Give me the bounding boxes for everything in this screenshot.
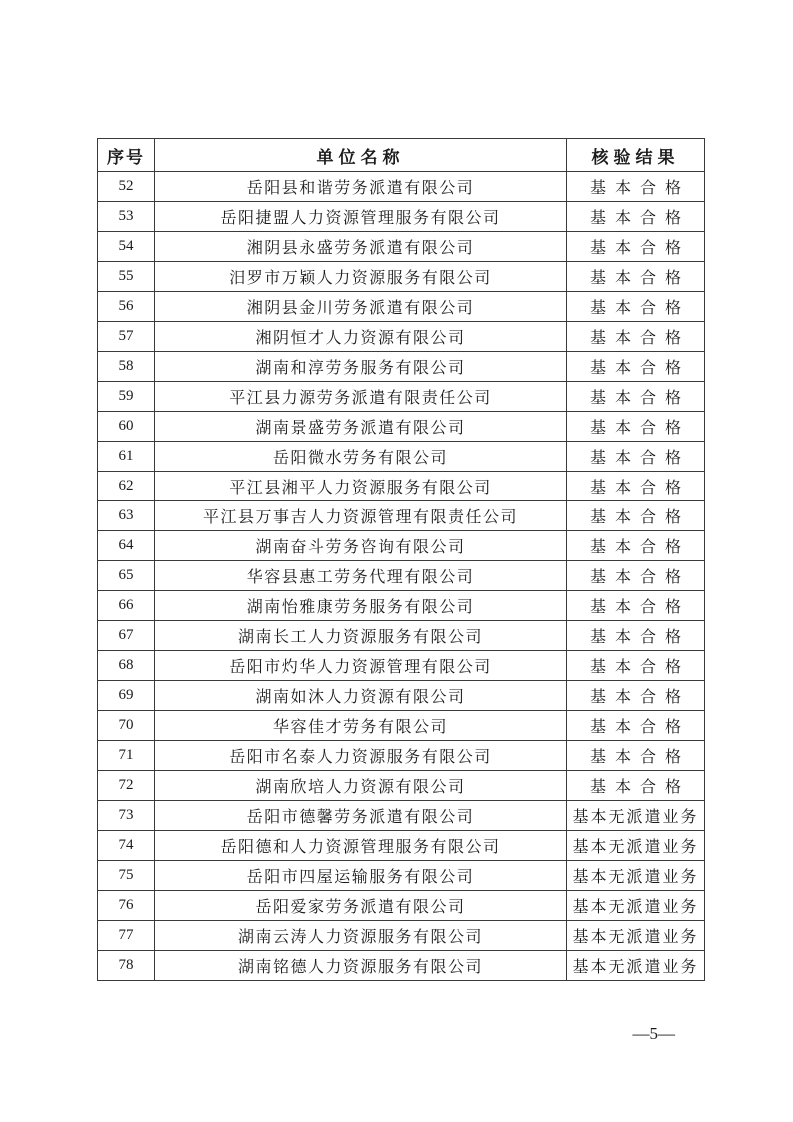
table-row bbox=[98, 591, 705, 621]
cell-index: 67 bbox=[98, 621, 155, 651]
table-row bbox=[98, 411, 705, 441]
cell-verification-result: 基本合格 bbox=[567, 741, 705, 771]
table-row bbox=[98, 711, 705, 741]
cell-company-name: 湘阴县金川劳务派遣有限公司 bbox=[155, 291, 567, 321]
table-row bbox=[98, 172, 705, 202]
table-row bbox=[98, 860, 705, 890]
cell-company-name: 岳阳捷盟人力资源管理服务有限公司 bbox=[155, 201, 567, 231]
table-row bbox=[98, 920, 705, 950]
cell-verification-result: 基本合格 bbox=[567, 591, 705, 621]
cell-verification-result: 基本无派遣业务 bbox=[567, 801, 705, 831]
cell-verification-result: 基本合格 bbox=[567, 711, 705, 741]
column-header-index: 序号 bbox=[98, 139, 155, 172]
cell-company-name: 华容县惠工劳务代理有限公司 bbox=[155, 561, 567, 591]
cell-index: 72 bbox=[98, 771, 155, 801]
cell-index: 58 bbox=[98, 351, 155, 381]
cell-index: 74 bbox=[98, 830, 155, 860]
cell-verification-result: 基本合格 bbox=[567, 531, 705, 561]
cell-verification-result: 基本合格 bbox=[567, 351, 705, 381]
cell-verification-result: 基本合格 bbox=[567, 411, 705, 441]
cell-company-name: 岳阳市四屋运输服务有限公司 bbox=[155, 860, 567, 890]
cell-index: 68 bbox=[98, 651, 155, 681]
cell-index: 63 bbox=[98, 501, 155, 531]
column-header-verification-result: 核验结果 bbox=[567, 139, 705, 172]
table-row bbox=[98, 501, 705, 531]
page-number: —5— bbox=[632, 1024, 675, 1043]
table-row bbox=[98, 741, 705, 771]
cell-company-name: 岳阳德和人力资源管理服务有限公司 bbox=[155, 830, 567, 860]
cell-company-name: 岳阳市名泰人力资源服务有限公司 bbox=[155, 741, 567, 771]
cell-company-name: 湖南奋斗劳务咨询有限公司 bbox=[155, 531, 567, 561]
cell-index: 70 bbox=[98, 711, 155, 741]
table-row bbox=[98, 830, 705, 860]
cell-index: 69 bbox=[98, 681, 155, 711]
cell-index: 60 bbox=[98, 411, 155, 441]
cell-company-name: 岳阳微水劳务有限公司 bbox=[155, 441, 567, 471]
cell-company-name: 湖南和淳劳务服务有限公司 bbox=[155, 351, 567, 381]
table-row bbox=[98, 531, 705, 561]
table-row bbox=[98, 801, 705, 831]
cell-index: 61 bbox=[98, 441, 155, 471]
cell-verification-result: 基本无派遣业务 bbox=[567, 890, 705, 920]
cell-company-name: 平江县万事吉人力资源管理有限责任公司 bbox=[155, 501, 567, 531]
cell-verification-result: 基本合格 bbox=[567, 771, 705, 801]
cell-verification-result: 基本合格 bbox=[567, 621, 705, 651]
cell-verification-result: 基本合格 bbox=[567, 651, 705, 681]
cell-index: 78 bbox=[98, 950, 155, 980]
cell-verification-result: 基本合格 bbox=[567, 172, 705, 202]
cell-company-name: 岳阳爱家劳务派遣有限公司 bbox=[155, 890, 567, 920]
cell-index: 77 bbox=[98, 920, 155, 950]
cell-company-name: 平江县力源劳务派遣有限责任公司 bbox=[155, 381, 567, 411]
cell-verification-result: 基本合格 bbox=[567, 231, 705, 261]
cell-index: 54 bbox=[98, 231, 155, 261]
cell-verification-result: 基本合格 bbox=[567, 261, 705, 291]
cell-index: 75 bbox=[98, 860, 155, 890]
cell-verification-result: 基本合格 bbox=[567, 471, 705, 501]
verification-result-table bbox=[97, 138, 705, 981]
table-row bbox=[98, 621, 705, 651]
cell-verification-result: 基本无派遣业务 bbox=[567, 920, 705, 950]
table-row bbox=[98, 441, 705, 471]
column-header-company-name: 单位名称 bbox=[155, 139, 567, 172]
cell-index: 65 bbox=[98, 561, 155, 591]
cell-verification-result: 基本合格 bbox=[567, 681, 705, 711]
cell-index: 55 bbox=[98, 261, 155, 291]
cell-company-name: 华容佳才劳务有限公司 bbox=[155, 711, 567, 741]
cell-company-name: 汨罗市万颖人力资源服务有限公司 bbox=[155, 261, 567, 291]
cell-verification-result: 基本无派遣业务 bbox=[567, 950, 705, 980]
cell-company-name: 岳阳县和谐劳务派遣有限公司 bbox=[155, 172, 567, 202]
cell-verification-result: 基本合格 bbox=[567, 441, 705, 471]
cell-index: 71 bbox=[98, 741, 155, 771]
cell-index: 73 bbox=[98, 801, 155, 831]
cell-company-name: 湖南长工人力资源服务有限公司 bbox=[155, 621, 567, 651]
cell-index: 59 bbox=[98, 381, 155, 411]
cell-verification-result: 基本合格 bbox=[567, 381, 705, 411]
cell-index: 62 bbox=[98, 471, 155, 501]
table-row bbox=[98, 291, 705, 321]
table-header-row bbox=[98, 139, 705, 172]
table-row bbox=[98, 561, 705, 591]
cell-index: 52 bbox=[98, 172, 155, 202]
cell-index: 64 bbox=[98, 531, 155, 561]
cell-company-name: 湖南铭德人力资源服务有限公司 bbox=[155, 950, 567, 980]
table-row bbox=[98, 890, 705, 920]
cell-verification-result: 基本合格 bbox=[567, 291, 705, 321]
cell-index: 76 bbox=[98, 890, 155, 920]
table-row bbox=[98, 201, 705, 231]
cell-index: 56 bbox=[98, 291, 155, 321]
table-row bbox=[98, 471, 705, 501]
table-row bbox=[98, 771, 705, 801]
table-row bbox=[98, 351, 705, 381]
cell-company-name: 岳阳市灼华人力资源管理有限公司 bbox=[155, 651, 567, 681]
cell-company-name: 平江县湘平人力资源服务有限公司 bbox=[155, 471, 567, 501]
cell-company-name: 湖南欣培人力资源有限公司 bbox=[155, 771, 567, 801]
table-row bbox=[98, 381, 705, 411]
cell-index: 57 bbox=[98, 321, 155, 351]
cell-verification-result: 基本无派遣业务 bbox=[567, 860, 705, 890]
cell-company-name: 岳阳市德馨劳务派遣有限公司 bbox=[155, 801, 567, 831]
table-body bbox=[98, 172, 705, 981]
cell-index: 53 bbox=[98, 201, 155, 231]
table-row bbox=[98, 321, 705, 351]
cell-verification-result: 基本合格 bbox=[567, 201, 705, 231]
cell-index: 66 bbox=[98, 591, 155, 621]
cell-verification-result: 基本无派遣业务 bbox=[567, 830, 705, 860]
cell-company-name: 湘阴恒才人力资源有限公司 bbox=[155, 321, 567, 351]
cell-company-name: 湖南如沐人力资源有限公司 bbox=[155, 681, 567, 711]
cell-company-name: 湖南云涛人力资源服务有限公司 bbox=[155, 920, 567, 950]
table-row bbox=[98, 681, 705, 711]
table-row bbox=[98, 950, 705, 980]
table-row bbox=[98, 261, 705, 291]
cell-company-name: 湖南怡雅康劳务服务有限公司 bbox=[155, 591, 567, 621]
cell-verification-result: 基本合格 bbox=[567, 561, 705, 591]
cell-company-name: 湖南景盛劳务派遣有限公司 bbox=[155, 411, 567, 441]
table-row bbox=[98, 651, 705, 681]
cell-company-name: 湘阴县永盛劳务派遣有限公司 bbox=[155, 231, 567, 261]
table-row bbox=[98, 231, 705, 261]
cell-verification-result: 基本合格 bbox=[567, 321, 705, 351]
cell-verification-result: 基本合格 bbox=[567, 501, 705, 531]
